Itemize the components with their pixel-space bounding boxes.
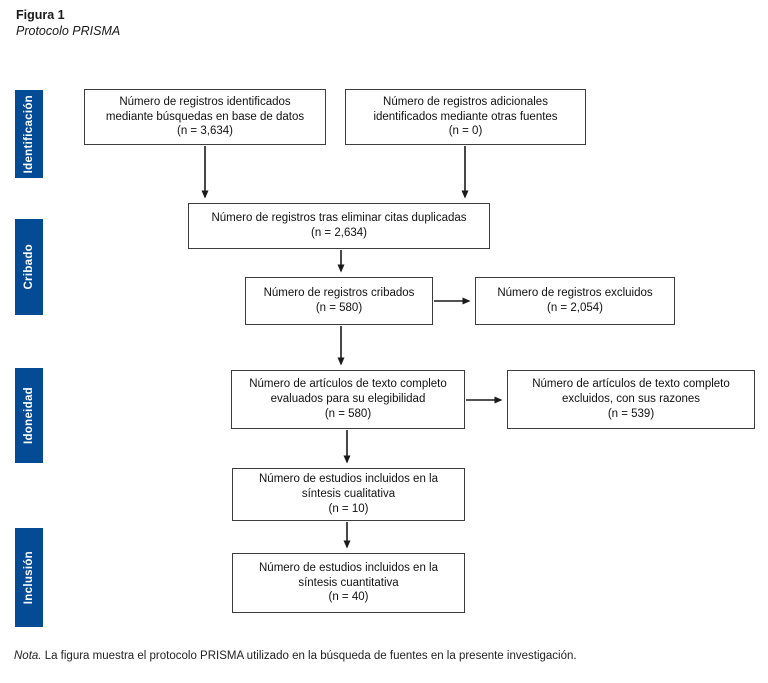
box-line: (n = 580) (315, 302, 363, 314)
stage-bar-cribado (15, 219, 43, 315)
box-line: Número de registros adicionales (383, 95, 548, 108)
box-line: excluidos, con sus razones (561, 393, 701, 406)
box-line: Número de estudios incluidos en la (259, 561, 438, 574)
box-line: identificados mediante otras fuentes (373, 110, 558, 123)
box-line: Número de artículos de texto completo (249, 378, 447, 391)
box-line: síntesis cualitativa (301, 488, 396, 501)
box-line: síntesis cuantitativa (298, 576, 399, 589)
box-line: Número de estudios incluidos en la (259, 473, 438, 486)
figure-note (14, 650, 754, 662)
box-line: Número de artículos de texto completo (532, 378, 730, 391)
note-prefix: Nota. (14, 650, 42, 662)
flow-box-after-duplicates-removed (188, 203, 490, 249)
box-line: (n = 2,054) (547, 302, 603, 314)
stage-bar-idoneidad (15, 368, 43, 463)
flow-box-records-excluded (475, 277, 675, 325)
box-line: (n = 0) (448, 125, 483, 138)
box-line: Número de registros tras eliminar citas duplicadas (211, 212, 467, 225)
stage-label: Cribado (23, 244, 35, 290)
flow-box-identified-databases (84, 89, 326, 145)
flow-box-fulltext-assessed (231, 370, 465, 429)
note-text: La figura muestra el protocolo PRISMA utilizado en la búsqueda de fuentes en la presente investigación. (41, 650, 577, 662)
stage-label: Inclusión (23, 550, 35, 605)
stage-bar-identificacion (15, 90, 43, 178)
flow-box-quantitative-synthesis (232, 553, 465, 613)
figure-label: Figura 1 (16, 8, 65, 22)
box-line: (n = 3,634) (177, 125, 233, 138)
box-line: (n = 40) (328, 591, 369, 604)
flow-box-records-screened (245, 277, 433, 325)
box-line: (n = 539) (607, 407, 655, 420)
box-line: (n = 10) (328, 502, 369, 515)
box-line: mediante búsquedas en base de datos (105, 110, 305, 123)
flow-box-fulltext-excluded (507, 370, 755, 429)
box-line: (n = 580) (324, 407, 372, 420)
flow-box-qualitative-synthesis (232, 468, 465, 521)
stage-label: Identificación (23, 94, 35, 174)
figure-title: Protocolo PRISMA (16, 24, 121, 38)
box-line: evaluados para su elegibilidad (270, 393, 426, 406)
stage-label: Idoneidad (23, 386, 35, 444)
box-line: Número de registros excluidos (497, 287, 653, 300)
flow-box-identified-other-sources (345, 89, 586, 145)
stage-bar-inclusion (15, 528, 43, 627)
box-line: Número de registros cribados (263, 287, 415, 300)
box-line: Número de registros identificados (119, 95, 291, 108)
box-line: (n = 2,634) (311, 227, 367, 239)
